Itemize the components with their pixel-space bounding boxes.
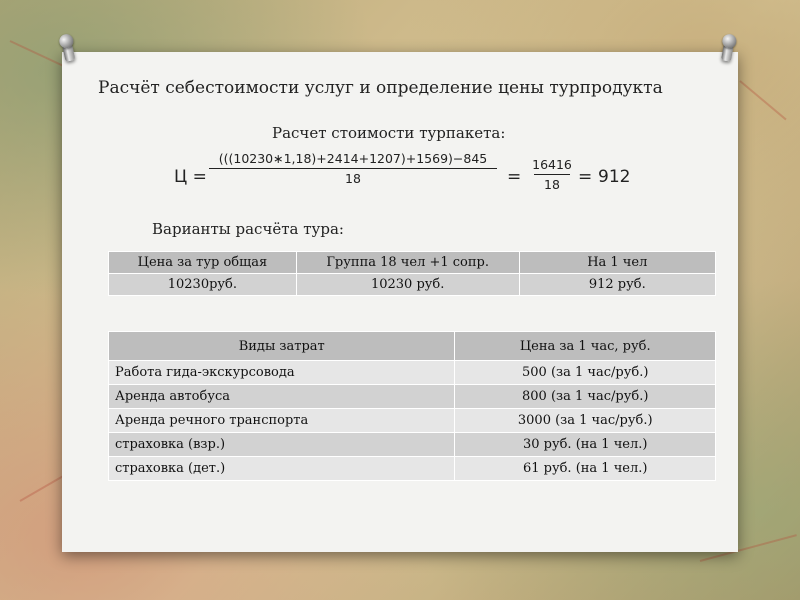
pushpin-icon xyxy=(55,32,81,66)
table-cell: Аренда автобуса xyxy=(109,385,455,409)
table-cell: 912 руб. xyxy=(519,274,715,296)
formula-numerator-2: 16416 xyxy=(532,157,572,172)
paper-sheet xyxy=(62,52,738,552)
table-cell: страховка (взр.) xyxy=(109,433,455,457)
table-cell: Работа гида-экскурсовода xyxy=(109,361,455,385)
table-cell: Аренда речного транспорта xyxy=(109,409,455,433)
costs-table xyxy=(108,331,716,481)
table-header-cell: Цена за 1 час, руб. xyxy=(455,332,716,361)
table-header-cell: На 1 чел xyxy=(519,252,715,274)
table-header-row xyxy=(109,252,716,274)
table-cell: страховка (дет.) xyxy=(109,457,455,481)
table-row xyxy=(109,457,716,481)
formula-denominator-2: 18 xyxy=(544,177,560,192)
table-cell: 30 руб. (на 1 чел.) xyxy=(455,433,716,457)
formula-equals: = xyxy=(578,167,593,187)
table-cell: 10230 руб. xyxy=(296,274,519,296)
formula-denominator: 18 xyxy=(345,171,361,186)
formula-numerator: (((10230∗1,18)+2414+1207)+1569)−845 xyxy=(218,151,488,166)
table-header-cell: Группа 18 чел +1 сопр. xyxy=(296,252,519,274)
table-header-cell: Виды затрат xyxy=(109,332,455,361)
formula-fraction xyxy=(209,151,497,186)
price-formula xyxy=(174,150,644,210)
slide-title: Расчёт себестоимости услуг и определение цены турпродукта xyxy=(98,78,663,98)
table-cell: 10230руб. xyxy=(109,274,297,296)
formula-lhs: Ц = xyxy=(174,167,207,187)
table-row xyxy=(109,274,716,296)
price-table xyxy=(108,251,716,296)
formula-equals: = xyxy=(507,167,522,187)
table-cell: 800 (за 1 час/руб.) xyxy=(455,385,716,409)
table-row xyxy=(109,361,716,385)
table-cell: 61 руб. (на 1 чел.) xyxy=(455,457,716,481)
table-cell: 500 (за 1 час/руб.) xyxy=(455,361,716,385)
formula-result: 912 xyxy=(598,167,631,187)
table-row xyxy=(109,385,716,409)
formula-fraction-simplified xyxy=(534,157,570,192)
table-cell: 3000 (за 1 час/руб.) xyxy=(455,409,716,433)
table-row xyxy=(109,409,716,433)
table-header-row xyxy=(109,332,716,361)
pushpin-icon xyxy=(716,32,741,65)
formula-caption: Расчет стоимости турпакета: xyxy=(272,124,506,142)
table-row xyxy=(109,433,716,457)
table-header-cell: Цена за тур общая xyxy=(109,252,297,274)
variants-label: Варианты расчёта тура: xyxy=(152,220,344,238)
